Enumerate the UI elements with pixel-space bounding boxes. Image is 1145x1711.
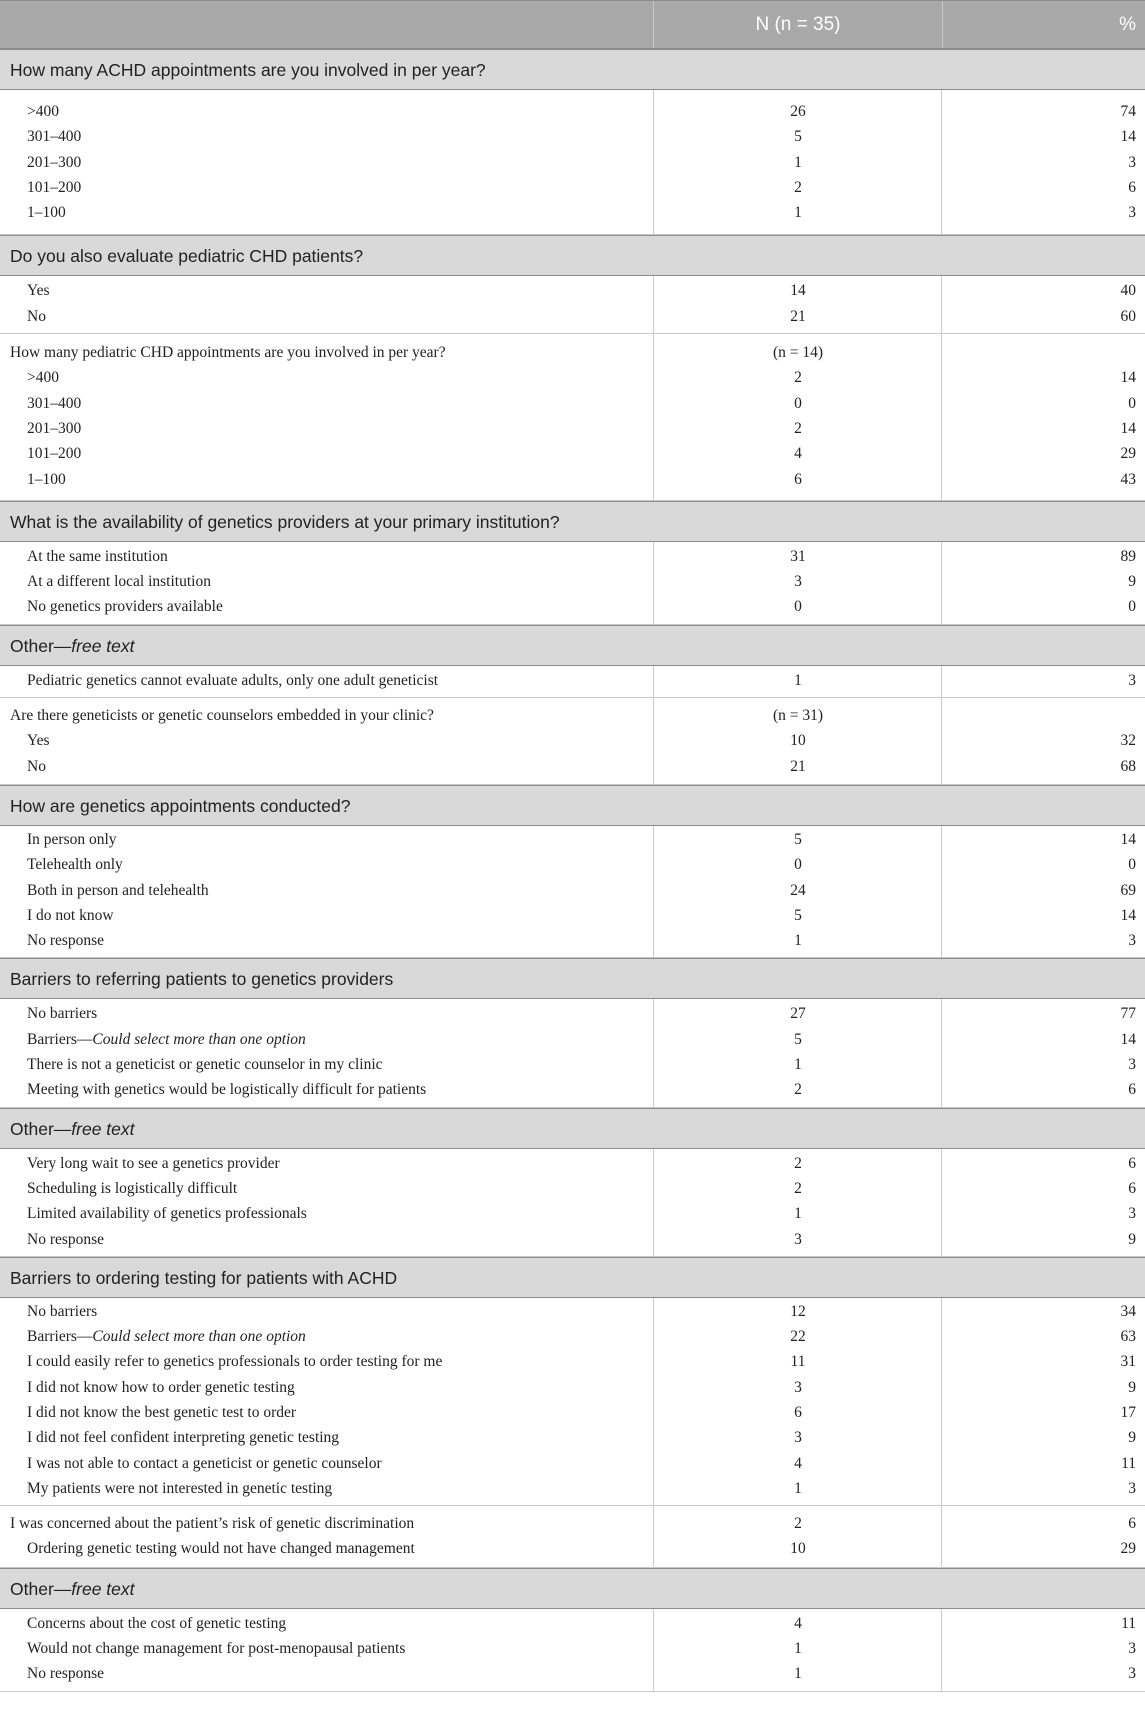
row-n-value: 2 [794, 178, 802, 196]
row-percent-value: 9 [1128, 1230, 1136, 1248]
column-divider [941, 999, 942, 1106]
table-row [0, 467, 1145, 492]
row-label: 101–200 [27, 178, 82, 196]
row-label: I did not know the best genetic test to order [27, 1403, 297, 1421]
row-label: There is not a geneticist or genetic counselor in my clinic [27, 1056, 383, 1074]
header-label-column [0, 1, 654, 48]
table-row [0, 1299, 1145, 1324]
row-label: Both in person and telehealth [27, 881, 209, 899]
row-label: No response [27, 1230, 105, 1248]
table-row-group [0, 276, 1145, 334]
table-row-group [0, 826, 1145, 958]
row-label: Yes [27, 282, 50, 300]
row-n-value: 2 [794, 369, 802, 387]
row-n-value: (n = 14) [772, 344, 824, 362]
row-percent-value: 14 [1120, 906, 1136, 924]
table-row [0, 1375, 1145, 1400]
table-row [0, 1611, 1145, 1636]
table-row [0, 441, 1145, 466]
row-percent-value: 89 [1120, 547, 1136, 565]
section-heading: What is the availability of genetics providers at your primary institution? [0, 501, 1145, 542]
row-label: I could easily refer to genetics professionals to order testing for me [27, 1353, 443, 1371]
row-percent-value: 32 [1120, 732, 1136, 750]
table-row [0, 1324, 1145, 1349]
row-label: Meeting with genetics would be logistically difficult for patients [27, 1081, 427, 1099]
row-percent-value: 3 [1128, 932, 1136, 950]
row-n-value: 1 [794, 932, 802, 950]
column-divider [653, 666, 654, 697]
row-label: Concerns about the cost of genetic testing [27, 1614, 287, 1632]
row-percent-value: 14 [1120, 419, 1136, 437]
row-n-value: 21 [790, 757, 806, 775]
row-percent-value: 11 [1121, 1454, 1136, 1472]
row-percent-value: 3 [1128, 1479, 1136, 1497]
row-label: No barriers [27, 1005, 98, 1023]
section-heading: How many ACHD appointments are you involved in per year? [0, 49, 1145, 90]
section-heading: How are genetics appointments conducted? [0, 785, 1145, 826]
row-n-value: 1 [794, 1665, 802, 1683]
row-n-value: 1 [794, 1640, 802, 1658]
row-n-value: 4 [794, 1454, 802, 1472]
table-row [0, 852, 1145, 877]
table-row [0, 150, 1145, 175]
column-divider [941, 666, 942, 697]
row-n-value: 2 [794, 1081, 802, 1099]
table-row-group [0, 666, 1145, 698]
table-row [0, 365, 1145, 390]
table-row [0, 200, 1145, 225]
row-label: Limited availability of genetics professionals [27, 1205, 307, 1223]
row-percent-value: 63 [1120, 1328, 1136, 1346]
table-row [0, 1536, 1145, 1561]
row-label: I did not feel confident interpreting genetic testing [27, 1429, 340, 1447]
row-percent-value: 0 [1128, 856, 1136, 874]
row-label: 201–300 [27, 153, 82, 171]
row-label: Pediatric genetics cannot evaluate adults, only one adult geneticist [27, 671, 439, 689]
row-label: At the same institution [27, 547, 168, 565]
row-percent-value: 9 [1128, 573, 1136, 591]
row-label: No [27, 307, 46, 325]
table-row-group [0, 1609, 1145, 1692]
row-percent-value: 60 [1120, 307, 1136, 325]
row-n-value: 3 [794, 573, 802, 591]
row-n-value: 1 [794, 153, 802, 171]
section-heading: Other—free text [0, 1108, 1145, 1149]
table-row [0, 1027, 1145, 1052]
row-percent-value: 69 [1120, 881, 1136, 899]
column-divider [941, 1149, 942, 1256]
table-row [0, 878, 1145, 903]
row-label: Barriers—Could select more than one option [27, 1328, 306, 1346]
table-row-group [0, 334, 1145, 501]
row-label: Telehealth only [27, 856, 123, 874]
header-n-column: N (n = 35) [654, 1, 943, 48]
table-row-group [0, 542, 1145, 625]
row-n-value: 27 [790, 1005, 806, 1023]
row-label: At a different local institution [27, 573, 211, 591]
row-percent-value [943, 340, 1145, 365]
row-label: Very long wait to see a genetics provider [27, 1154, 280, 1172]
row-percent-value: 14 [1120, 830, 1136, 848]
row-label-italic: Could select more than one option [92, 1030, 306, 1048]
table-row [0, 1476, 1145, 1501]
column-divider [653, 698, 654, 784]
row-group-content [0, 999, 1145, 1106]
table-row [0, 278, 1145, 303]
table-row [0, 827, 1145, 852]
row-percent-value: 77 [1120, 1005, 1136, 1023]
column-divider [653, 999, 654, 1106]
row-n-value: 22 [790, 1328, 806, 1346]
row-label: In person only [27, 830, 117, 848]
row-label: Would not change management for post-menopausal patients [27, 1640, 406, 1658]
table-row [0, 1451, 1145, 1476]
table-row [0, 928, 1145, 953]
section-heading-italic: free text [71, 1578, 135, 1599]
row-group-content [0, 826, 1145, 957]
row-n-value: (n = 31) [772, 707, 824, 725]
table-body [0, 49, 1145, 1692]
row-percent-value: 14 [1120, 1030, 1136, 1048]
row-percent-value [943, 703, 1145, 728]
row-percent-value: 6 [1128, 178, 1136, 196]
row-label: 1–100 [27, 204, 66, 222]
row-n-value: 0 [794, 856, 802, 874]
row-n-value: 1 [794, 1479, 802, 1497]
row-n-value: 5 [794, 906, 802, 924]
question-row [0, 1511, 1145, 1536]
row-percent-value: 3 [1128, 204, 1136, 222]
row-n-value: 3 [794, 1378, 802, 1396]
row-label: Scheduling is logistically difficult [27, 1179, 238, 1197]
row-percent-value: 9 [1128, 1378, 1136, 1396]
row-n-value: 10 [790, 1540, 806, 1558]
row-group-content [0, 698, 1145, 784]
table-row [0, 544, 1145, 569]
table-row-group [0, 698, 1145, 785]
row-percent-value: 3 [1128, 1640, 1136, 1658]
row-percent-value: 34 [1120, 1302, 1136, 1320]
column-divider [653, 334, 654, 500]
section-heading: Barriers to referring patients to genetics providers [0, 958, 1145, 999]
table-row [0, 1176, 1145, 1201]
row-n-value: 31 [790, 547, 806, 565]
row-label: Are there geneticists or genetic counselors embedded in your clinic? [10, 707, 434, 725]
column-divider [941, 90, 942, 234]
column-divider [653, 542, 654, 624]
row-n-value: 21 [790, 307, 806, 325]
row-percent-value: 11 [1121, 1614, 1136, 1632]
table-row [0, 1201, 1145, 1226]
table-header [0, 0, 1145, 49]
column-divider [653, 276, 654, 333]
table-row [0, 1151, 1145, 1176]
row-label: Yes [27, 732, 50, 750]
row-group-content [0, 666, 1145, 697]
column-divider [941, 334, 942, 500]
table-row [0, 1661, 1145, 1686]
section-heading-italic: free text [71, 635, 135, 656]
row-percent-value: 29 [1120, 445, 1136, 463]
row-n-value: 1 [794, 1205, 802, 1223]
row-n-value: 4 [794, 445, 802, 463]
header-percent-column: % [1119, 14, 1136, 35]
row-percent-value: 68 [1120, 757, 1136, 775]
column-divider [653, 1298, 654, 1505]
table-row [0, 416, 1145, 441]
row-group-content [0, 90, 1145, 234]
row-group-content [0, 1609, 1145, 1691]
row-n-value: 5 [794, 1030, 802, 1048]
section-heading: Other—free text [0, 1568, 1145, 1609]
row-percent-value: 6 [1128, 1081, 1136, 1099]
row-n-value: 6 [794, 1403, 802, 1421]
column-divider [653, 826, 654, 957]
row-label: 101–200 [27, 445, 82, 463]
row-n-value: 24 [790, 881, 806, 899]
row-n-value: 3 [794, 1230, 802, 1248]
row-percent-value: 3 [1128, 1205, 1136, 1223]
table-row [0, 1636, 1145, 1661]
section-heading: Barriers to ordering testing for patients with ACHD [0, 1257, 1145, 1298]
row-group-content [0, 334, 1145, 500]
section-heading-italic: free text [71, 1118, 135, 1139]
question-row [0, 703, 1145, 728]
row-n-value: 2 [794, 1154, 802, 1172]
row-percent-value: 0 [1128, 394, 1136, 412]
row-label: I was concerned about the patient’s risk of genetic discrimination [10, 1515, 415, 1533]
row-label: Ordering genetic testing would not have changed management [27, 1540, 415, 1558]
table-row [0, 391, 1145, 416]
row-n-value: 2 [794, 419, 802, 437]
table-row-group [0, 1149, 1145, 1257]
column-divider [941, 1506, 942, 1567]
row-n-value: 26 [790, 103, 806, 120]
row-percent-value: 6 [1128, 1515, 1136, 1533]
row-label: I was not able to contact a geneticist or genetic counselor [27, 1454, 382, 1472]
row-percent-value: 74 [1120, 103, 1136, 120]
row-percent-value: 6 [1128, 1154, 1136, 1172]
row-n-value: 11 [790, 1353, 806, 1371]
row-n-value: 0 [794, 598, 802, 616]
table-row [0, 1400, 1145, 1425]
row-n-value: 1 [794, 204, 802, 222]
row-n-value: 10 [790, 732, 806, 750]
row-label: 301–400 [27, 128, 82, 146]
table-row [0, 1349, 1145, 1374]
table-row-group [0, 1298, 1145, 1506]
column-divider [941, 1609, 942, 1691]
column-divider [653, 1149, 654, 1256]
table-row [0, 903, 1145, 928]
table-row [0, 1077, 1145, 1102]
table-row [0, 99, 1145, 124]
table-row [0, 594, 1145, 619]
row-percent-value: 3 [1128, 1665, 1136, 1683]
row-n-value: 1 [794, 671, 802, 689]
table-row [0, 569, 1145, 594]
row-n-value: 0 [794, 394, 802, 412]
table-row [0, 754, 1145, 779]
row-percent-value: 17 [1120, 1403, 1136, 1421]
section-heading: Other—free text [0, 625, 1145, 666]
column-divider [941, 698, 942, 784]
column-divider [941, 276, 942, 333]
row-label: No response [27, 932, 105, 950]
row-n-value: 2 [794, 1179, 802, 1197]
table-row-group [0, 90, 1145, 235]
row-label: 1–100 [27, 470, 66, 488]
table-row [0, 124, 1145, 149]
row-percent-value: 14 [1120, 369, 1136, 387]
row-n-value: 5 [794, 830, 802, 848]
row-n-value: 14 [790, 282, 806, 300]
row-percent-value: 0 [1128, 598, 1136, 616]
table-row [0, 304, 1145, 329]
table-row-group [0, 1506, 1145, 1568]
table-row [0, 1052, 1145, 1077]
row-label: >400 [27, 103, 59, 120]
row-label: No genetics providers available [27, 598, 223, 616]
row-label: How many pediatric CHD appointments are you involved in per year? [10, 344, 446, 362]
row-n-value: 1 [794, 1056, 802, 1074]
row-group-content [0, 276, 1145, 333]
row-percent-value: 6 [1128, 1179, 1136, 1197]
row-group-content [0, 1506, 1145, 1567]
column-divider [653, 90, 654, 234]
row-percent-value: 9 [1128, 1429, 1136, 1447]
row-label: No response [27, 1665, 105, 1683]
table-row [0, 1425, 1145, 1450]
row-label: No barriers [27, 1302, 98, 1320]
table-row [0, 175, 1145, 200]
table-row [0, 728, 1145, 753]
row-label: No [27, 757, 46, 775]
section-heading: Do you also evaluate pediatric CHD patients? [0, 235, 1145, 276]
row-percent-value: 40 [1120, 282, 1136, 300]
row-label: 201–300 [27, 419, 82, 437]
row-label: I do not know [27, 906, 114, 924]
column-divider [653, 1506, 654, 1567]
row-percent-value: 43 [1120, 470, 1136, 488]
table-row [0, 1227, 1145, 1252]
question-row [0, 340, 1145, 365]
row-label-italic: Could select more than one option [92, 1328, 306, 1346]
row-n-value: 4 [794, 1614, 802, 1632]
row-percent-value: 3 [1128, 153, 1136, 171]
column-divider [941, 542, 942, 624]
row-n-value: 12 [790, 1302, 806, 1320]
row-n-value: 6 [794, 470, 802, 488]
row-label: 301–400 [27, 394, 82, 412]
row-label: I did not know how to order genetic testing [27, 1378, 295, 1396]
row-group-content [0, 1149, 1145, 1256]
row-n-value: 5 [794, 128, 802, 146]
table-row-group [0, 999, 1145, 1107]
row-n-value: 2 [794, 1515, 802, 1533]
column-divider [941, 1298, 942, 1505]
row-label: Barriers—Could select more than one option [27, 1030, 306, 1048]
row-percent-value: 14 [1120, 128, 1136, 146]
row-label: My patients were not interested in genetic testing [27, 1479, 333, 1497]
table-row [0, 1001, 1145, 1026]
column-divider [941, 826, 942, 957]
column-divider [653, 1609, 654, 1691]
row-percent-value: 31 [1120, 1353, 1136, 1371]
row-percent-value: 29 [1120, 1540, 1136, 1558]
row-n-value: 3 [794, 1429, 802, 1447]
table-row [0, 668, 1145, 693]
row-label: >400 [27, 369, 59, 387]
row-percent-value: 3 [1128, 1056, 1136, 1074]
row-group-content [0, 1298, 1145, 1505]
row-group-content [0, 542, 1145, 624]
row-percent-value: 3 [1128, 671, 1136, 689]
